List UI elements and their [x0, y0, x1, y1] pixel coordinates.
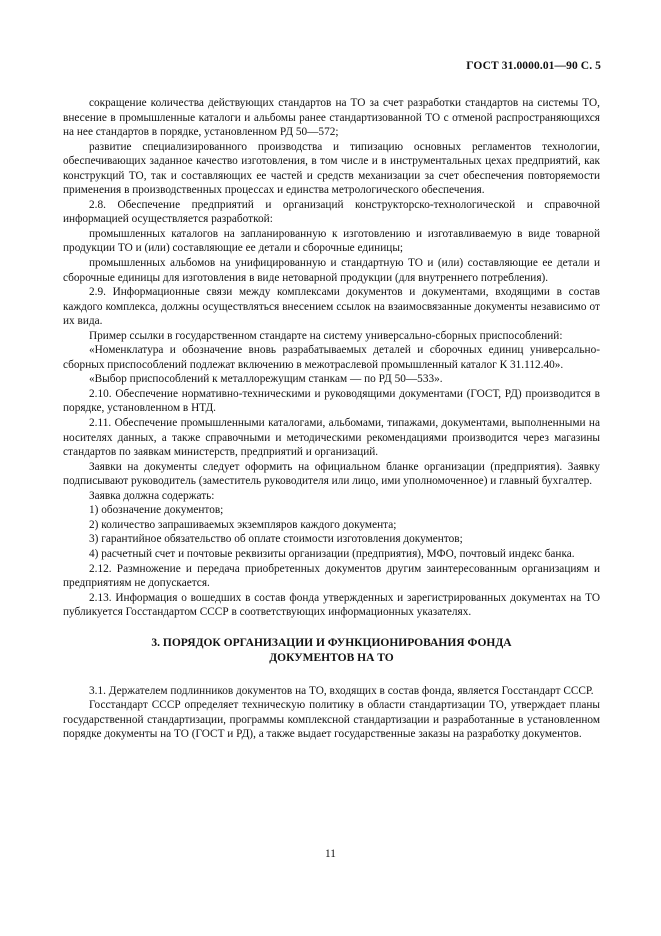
paragraph: Госстандарт СССР определяет техническую политику в области стандартизации ТО, утверждает планы государственной стандартизации, программы комплексной стандартизации и разработанные в установленном порядке документы на ТО (ГОСТ и РД), а также выдает государственные заказы на разработку документов.: [63, 699, 600, 741]
paragraph: промышленных альбомов на унифицированную и стандартную ТО и (или) составляющие ее детали и сборочные единицы для изготовления в виде нетоварной продукции (для внутреннего потребления).: [63, 257, 600, 284]
list-item: 3) гарантийное обязательство об оплате стоимости изготовления документов;: [89, 533, 463, 546]
section-title: [63, 636, 600, 666]
paragraph: Заявки на документы следует оформить на официальном бланке организации (предприятия). Заявку подписывают руководитель (заместитель руководителя или лицо, ими уполномоченное) и главный бухгалтер.: [63, 460, 600, 488]
paragraph: Заявка должна содержать:: [89, 489, 215, 502]
list-item: 1) обозначение документов;: [89, 504, 224, 517]
page-body: [63, 96, 600, 742]
paragraph: 2.10. Обеспечение нормативно-техническими и руководящими документами (ГОСТ, РД) производится в порядке, установленном в НТД.: [63, 387, 600, 415]
paragraph: «Номенклатура и обозначение вновь разрабатываемых деталей и сборочных единиц универсально-сборных приспособлений подлежат включению в межотраслевой промышленный каталог К 31.112.40».: [63, 344, 600, 371]
paragraph: 2.8. Обеспечение предприятий и организаций конструкторско-технологической и справочной информацией осуществляется разработкой:: [63, 198, 600, 226]
list-item: 4) расчетный счет и почтовые реквизиты организации (предприятия), МФО, почтовый индекс банка.: [89, 547, 575, 560]
paragraph: промышленных каталогов на запланированную к изготовлению и изготавливаемую в виде товарной продукции ТО и (или) составляющие ее детали и сборочные единицы;: [63, 227, 600, 255]
document-header: ГОСТ 31.0000.01—90 С. 5: [466, 60, 601, 72]
paragraph: 2.11. Обеспечение промышленными каталогами, альбомами, типажами, документами, выполненными на носителях данных, а также справочными и методическими рекомендациями производится через магазины стандартов по заявкам министерств, предприятий и организаций.: [63, 417, 600, 459]
paragraph: «Выбор приспособлений к металлорежущим станкам — по РД 50—533».: [89, 373, 443, 386]
paragraph: 2.9. Информационные связи между комплексами документов и документами, входящими в состав каждого комплекса, должны осуществляться внесением ссылок на взаимосвязанные документы независимо от их вида.: [63, 286, 600, 328]
paragraph: развитие специализированного производства и типизацию основных регламентов технологии, обеспечивающих заданное качество изготовления, в том числе и в инструментальных цехах предприятий, как конструкций ТО, так и составляющих ее частей и средств механизации за счет обеспечения повторяемости применения в производственных процессах и единства метрологического обеспечения.: [63, 140, 600, 197]
section-title-line: ДОКУМЕНТОВ НА ТО: [269, 651, 394, 664]
page-number: 11: [325, 848, 336, 860]
list-item: 2) количество запрашиваемых экземпляров каждого документа;: [89, 518, 397, 531]
paragraph: 2.13. Информация о вошедших в состав фонда утвержденных и зарегистрированных документах на ТО публикуется Госстандартом СССР в соответствующих информационных указателях.: [63, 591, 600, 619]
paragraph: Пример ссылки в государственном стандарте на систему универсально-сборных приспособлений:: [89, 329, 563, 342]
paragraph: сокращение количества действующих стандартов на ТО за счет разработки стандартов на системы ТО, внесение в промышленные каталоги и альбомы ранее стандартизованной ТО с отменой распространяющихся на нее стандартов в порядке, установленном РД 50—572;: [63, 97, 600, 139]
paragraph: 2.12. Размножение и передача приобретенных документов другим заинтересованным организациям и предприятиям не допускается.: [63, 562, 600, 590]
paragraph: 3.1. Держателем подлинников документов на ТО, входящих в состав фонда, является Госстандарт СССР.: [89, 684, 594, 697]
section-title-line: 3. ПОРЯДОК ОРГАНИЗАЦИИ И ФУНКЦИОНИРОВАНИЯ ФОНДА: [151, 636, 512, 649]
